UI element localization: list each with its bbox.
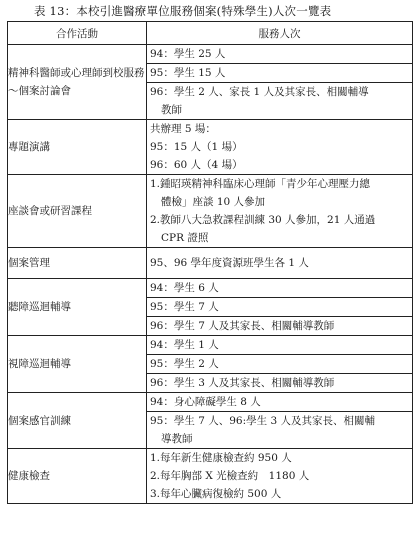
count-line: 96：學生 7 人及其家長、相關輔導教師 (147, 316, 412, 335)
count-cell (147, 336, 413, 393)
table-row (8, 248, 413, 279)
count-line: 1.鍾昭瑛精神科臨床心理師「青少年心理壓力總 (150, 178, 371, 190)
count-line: 95：15 人（1 場） (150, 141, 243, 153)
header-count: 服務人次 (147, 22, 413, 45)
count-cell (147, 393, 413, 449)
activity-cell: 聽障巡迴輔導 (8, 279, 147, 336)
count-line: 94：學生 1 人 (150, 339, 219, 351)
count-line: 96：60 人（4 場） (150, 159, 243, 171)
table-row (8, 175, 413, 248)
count-line: 96：學生 2 人、家長 1 人及其家長、相關輔導 (147, 82, 412, 101)
count-line: CPR 證照 (161, 232, 209, 244)
count-cell (147, 45, 413, 120)
count-line: 94：身心障礙學生 8 人 (150, 396, 261, 408)
table-row (8, 45, 413, 120)
count-cell (147, 279, 413, 336)
table-caption: 表 13：本校引進醫療單位服務個案(特殊學生)人次一覽表 (34, 4, 332, 18)
activity-cell: 個案感官訓練 (8, 393, 147, 449)
count-cell (147, 248, 413, 279)
count-line: 3.每年心臟病復檢約 500 人 (150, 488, 282, 500)
count-line: 94：學生 6 人 (150, 282, 219, 294)
activity-cell: 座談會或研習課程 (8, 175, 147, 248)
count-line: 1.每年新生健康檢查約 950 人 (150, 452, 292, 464)
service-table (7, 21, 413, 504)
count-line: 95：學生 2 人 (147, 354, 412, 373)
count-line: 2.教師八大急救課程訓練 30 人參加，21 人通過 (150, 214, 376, 226)
table-row (8, 120, 413, 175)
table-row (8, 449, 413, 504)
count-line: 導教師 (161, 433, 193, 445)
count-cell (147, 449, 413, 504)
count-line: 共辦理 5 場： (150, 123, 216, 135)
count-line: 95、96 學年度資源班學生各 1 人 (150, 257, 309, 269)
count-line: 95：學生 15 人 (147, 63, 412, 82)
table-row (8, 393, 413, 449)
table-row (8, 336, 413, 393)
count-line: 95：學生 7 人、96:學生 3 人及其家長、相關輔 (147, 411, 412, 430)
count-cell (147, 175, 413, 248)
count-line: 2.每年胸部 X 光檢查約 1180 人 (150, 470, 310, 482)
header-row (8, 22, 413, 45)
activity-cell: 精神科醫師或心理師到校服務～個案討論會 (8, 45, 147, 120)
count-line: 95：學生 7 人 (147, 297, 412, 316)
header-activity: 合作活動 (8, 22, 147, 45)
activity-cell: 專題演講 (8, 120, 147, 175)
activity-cell: 個案管理 (8, 248, 147, 279)
count-line: 96：學生 3 人及其家長、相關輔導教師 (147, 373, 412, 392)
count-line: 94：學生 25 人 (150, 48, 226, 60)
activity-cell: 健康檢查 (8, 449, 147, 504)
count-cell (147, 120, 413, 175)
table-row (8, 279, 413, 336)
count-line: 體檢」座談 10 人參加 (161, 196, 266, 208)
count-line: 教師 (161, 104, 182, 116)
activity-cell: 視障巡迴輔導 (8, 336, 147, 393)
